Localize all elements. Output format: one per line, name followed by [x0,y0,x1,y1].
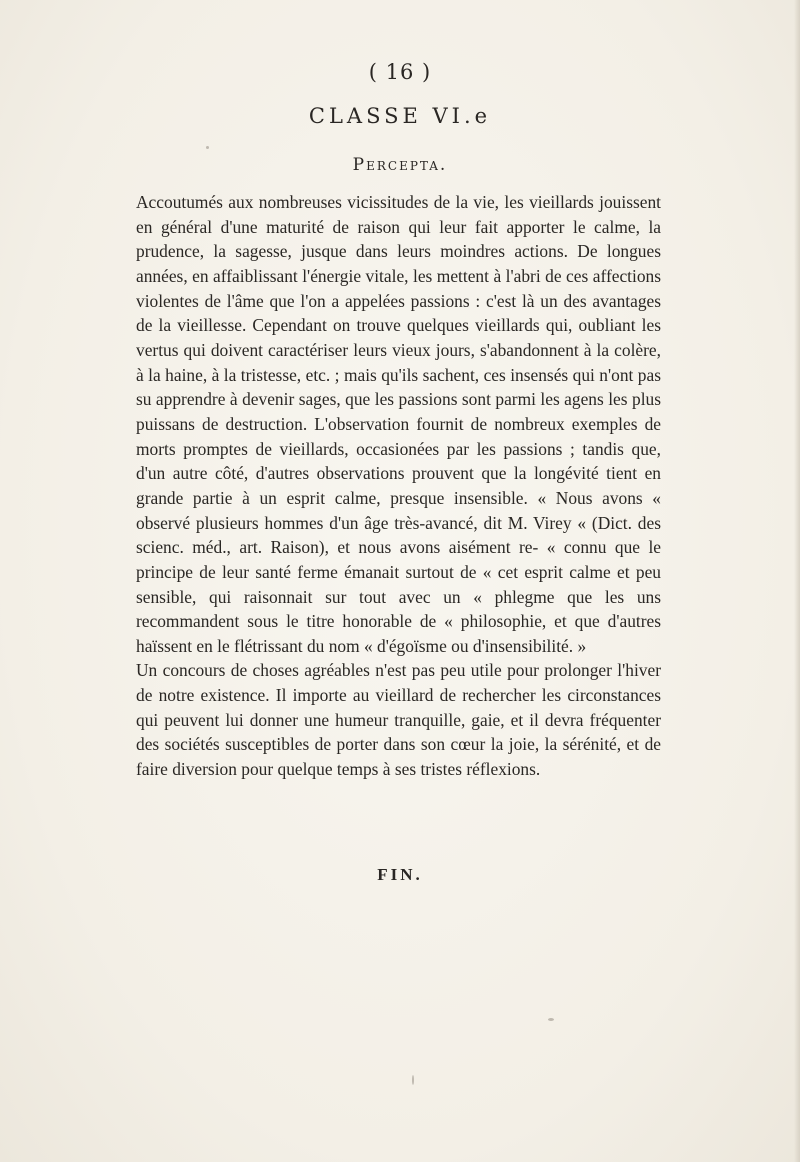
paper-speck [412,1075,414,1085]
page-number: ( 16 ) [368,60,432,84]
paragraph-1: Accoutumés aux nombreuses vicissitudes de la vie, les vieillards jouissent en général d'une maturité de raison qui leur fait apporter le calme, la prudence, la sagesse, jusque dans leurs moindres actions. De longues années, en affaiblissant l'énergie vitale, les mettent à l'abri de ces affections violentes de l'âme que l'on a appelées passions : c'est là un des avantages de la vieillesse. Cependant on trouve quelques vieillards qui, oubliant les vertus qui doivent caractériser leurs vieux jours, s'abandonnent à la colère, à la haine, à la tristesse, etc. ; mais qu'ils sachent, ces insensés qui n'ont pas su apprendre à devenir sages, que les passions sont parmi les agens les plus puissans de destruction. L'observation fournit de nombreux exemples de morts promptes de vieillards, occasionées par les passions ; tandis que, d'un autre côté, d'autres observations prouvent que la longévité tient en grande partie à un esprit calme, presque insensible. « Nous avons « observé plusieurs hommes d'un âge très-avancé, dit M. Virey « (Dict. des scienc. méd., art. Raison), et nous avons aisément re- « connu que le principe de leur santé ferme émanait surtout de « cet esprit calme et peu sensible, qui raisonnait sur tout avec un « phlegme que les uns recommandent sous le titre honorable de « philosophie, et que d'autres haïssent en le flétrissant du nom « d'égoïsme ou d'insensibilité. » [136,192,661,656]
body-text [136,190,661,782]
section-heading: Percepta. [352,155,448,175]
class-heading: CLASSE VI.e [308,104,492,128]
end-mark: FIN. [377,865,423,884]
paper-speck [548,1018,554,1021]
paper-speck [206,146,209,149]
paragraph-2: Un concours de choses agréables n'est pas peu utile pour prolonger l'hiver de notre existence. Il importe au vieillard de rechercher les circonstances qui peuvent lui donner une humeur tranquille, gaie, et il devra fréquenter des sociétés susceptibles de porter dans son cœur la joie, la sérénité, et de faire diversion pour quelque temps à ses tristes réflexions. [136,660,661,780]
